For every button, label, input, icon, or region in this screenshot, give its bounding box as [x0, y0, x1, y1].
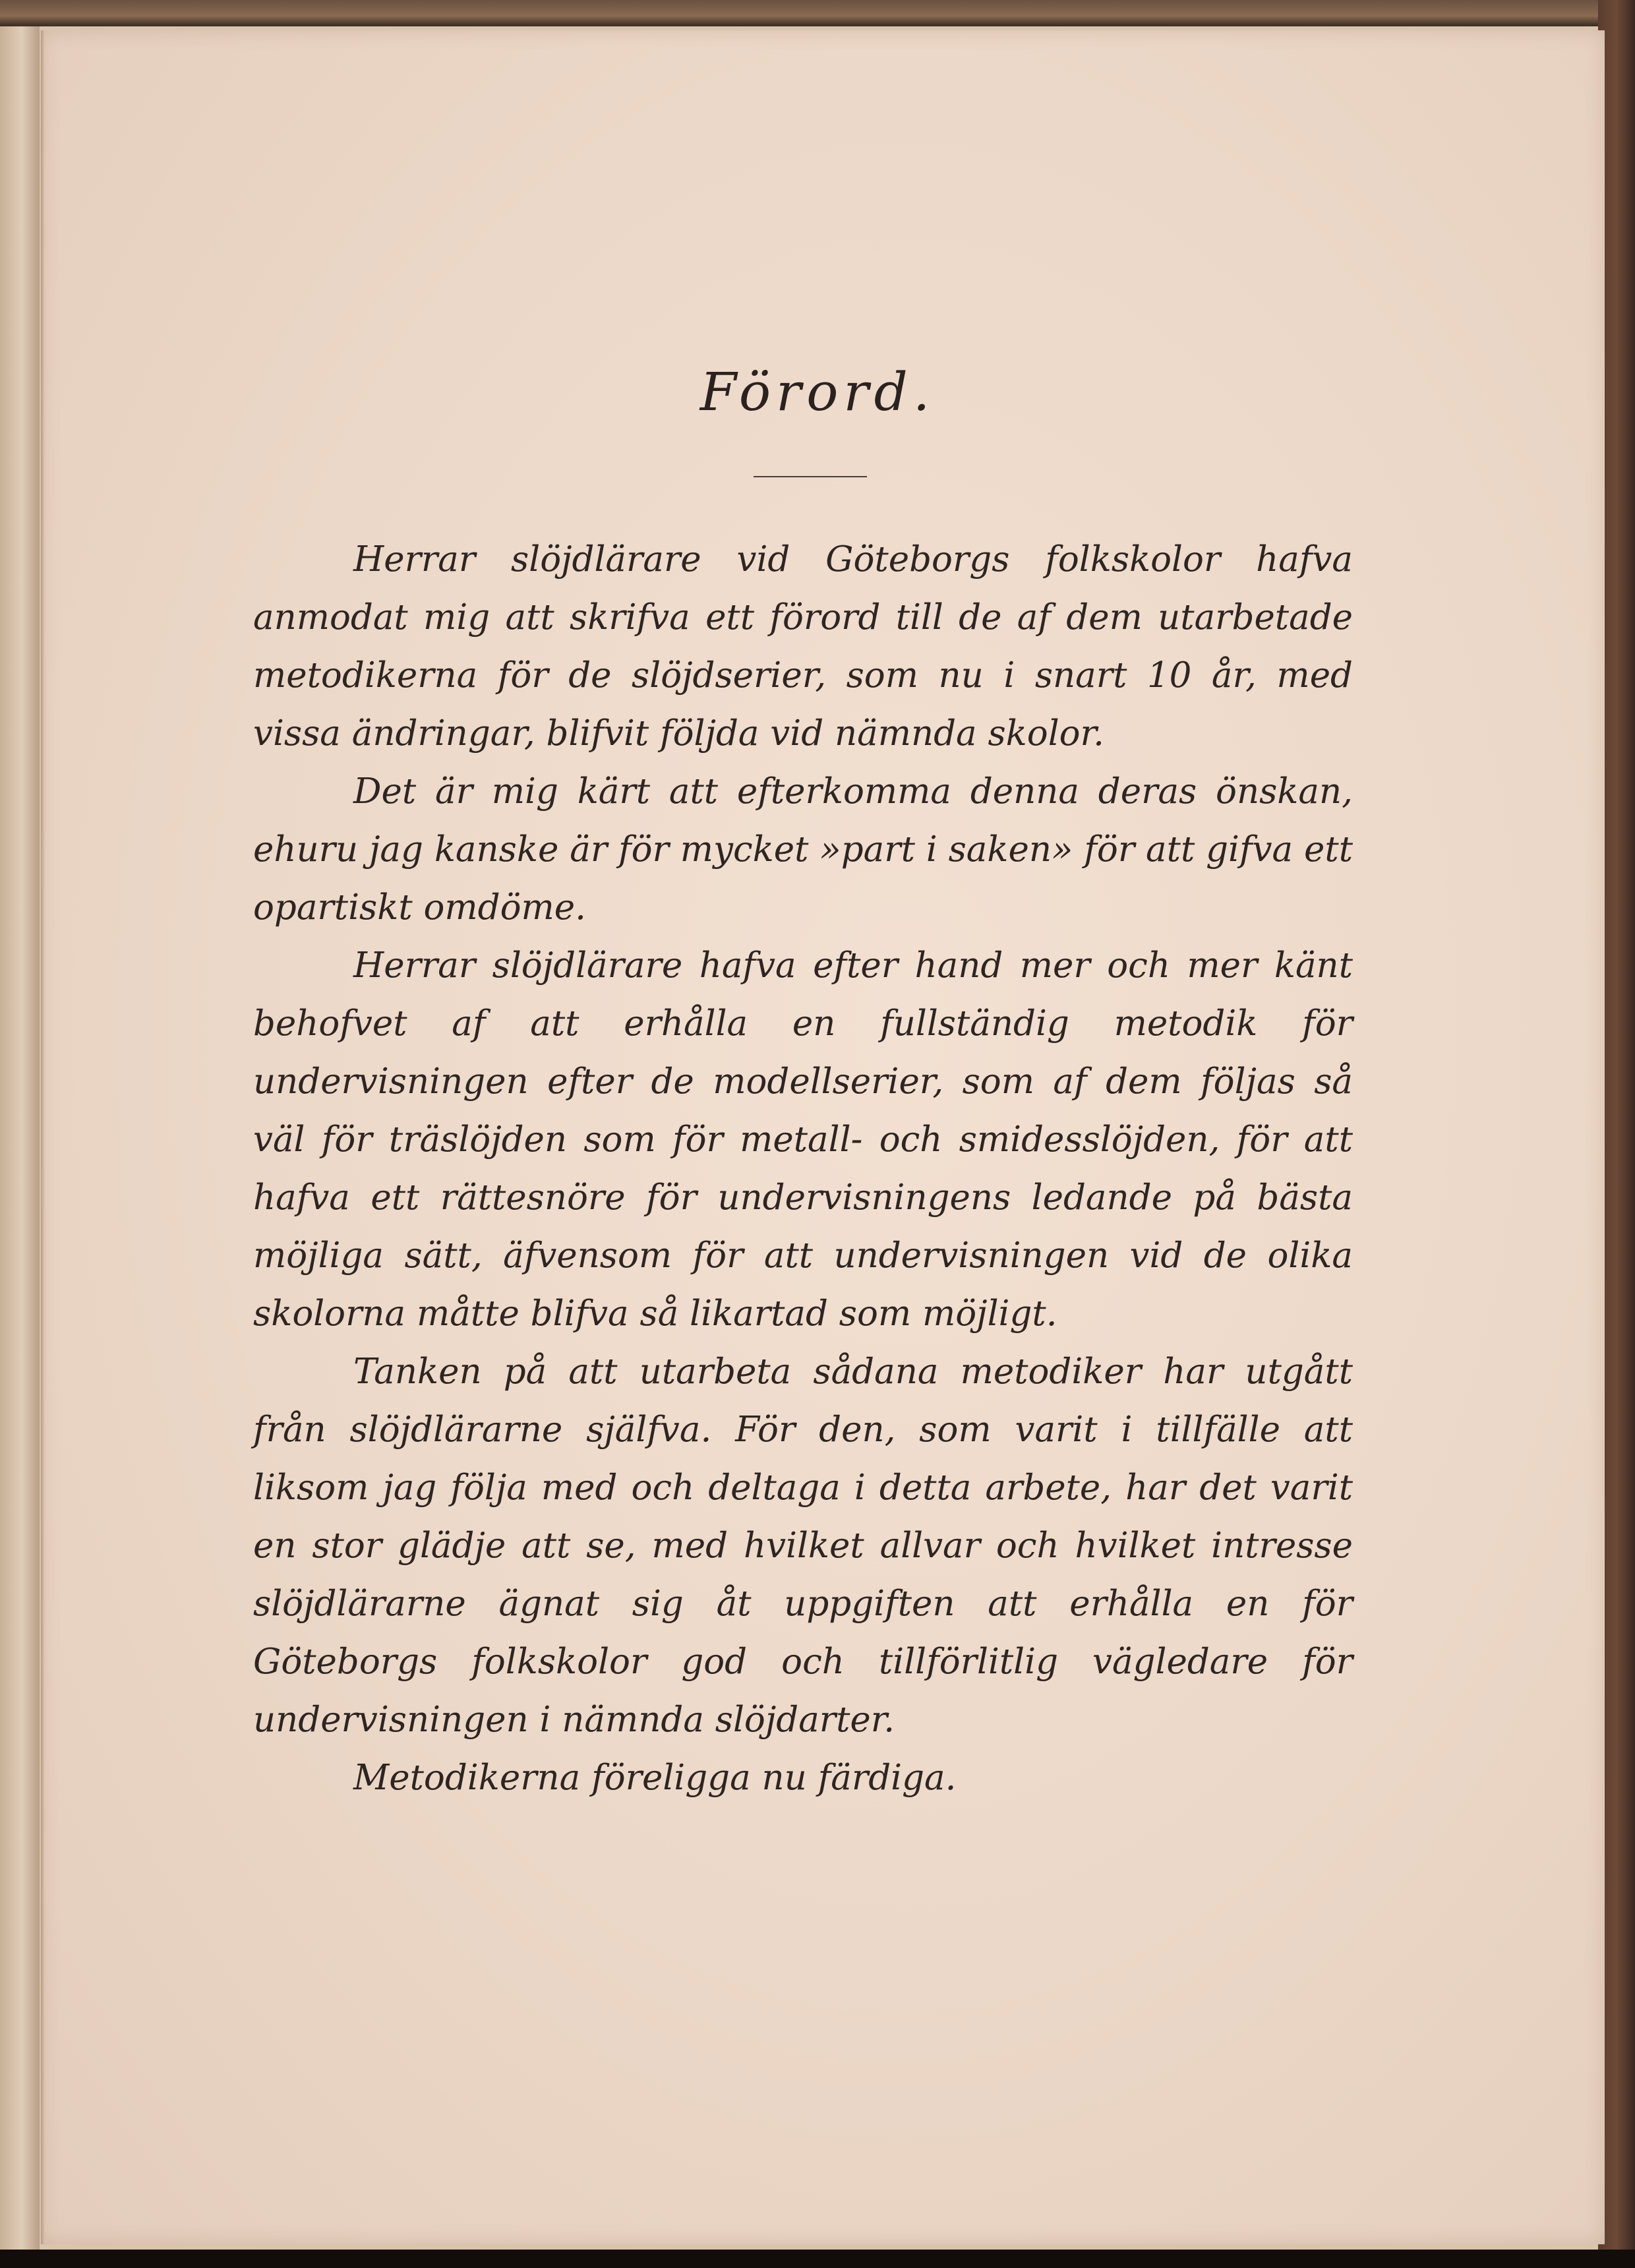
paragraph-5: Metodikerna föreligga nu färdiga.	[353, 1758, 957, 1798]
paragraph-4: Tanken på att utarbeta sådana metodiker har utgått från slöjdlärarne själfva. För den, som varit i tillfälle att liksom jag följa med och deltaga i detta arbete, har det varit en stor glädje att se, med hvilket allvar och hvilket intresse slöjdlärarne ägnat sig åt uppgiften att erhålla en för Göteborgs folkskolor god och tillförlitlig vägledare för undervisningen i nämnda slöjdarter.	[253, 1352, 1353, 1740]
scan-bottom-edge	[0, 2250, 1635, 2268]
book-cover-top-edge	[0, 0, 1635, 26]
facing-page-strip	[0, 26, 40, 2250]
preface-body	[253, 531, 1353, 1807]
page-title: Förord.	[699, 361, 936, 423]
paragraph-3: Herrar slöjdlärare hafva efter hand mer och mer känt behofvet af att erhålla en fullständig metodik för undervisningen efter de modellserier, som af dem följas så väl för träslöjden som för metall- och smidesslöjden, för att hafva ett rättesnöre för undervisningens ledande på bästa möjliga sätt, äfvensom för att undervisningen vid de olika skolorna måtte blifva så likartad som möjligt.	[253, 945, 1353, 1334]
title-divider	[754, 476, 867, 477]
paragraph-2: Det är mig kärt att efterkomma denna deras önskan, ehuru jag kanske är för mycket »part i saken» för att gifva ett opartiskt omdöme.	[253, 771, 1353, 928]
paragraph-1: Herrar slöjdlärare vid Göteborgs folkskolor hafva anmodat mig att skrifva ett förord till de af dem utarbetade metodikerna för de slöjdserier, som nu i snart 10 år, med vissa ändringar, blifvit följda vid nämnda skolor.	[253, 539, 1353, 754]
